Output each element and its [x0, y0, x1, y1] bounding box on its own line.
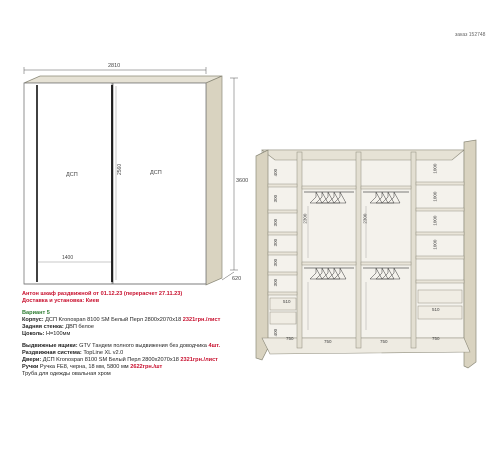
width-label: 2810: [108, 63, 121, 69]
spec-plinth-value: H=100мм: [46, 331, 71, 337]
spec-body-value: ДСП Kronospan 8100 SM Белый Перл 2800х2070х18: [45, 317, 182, 323]
spec-back-value: ДВП белое: [65, 324, 95, 330]
bottom-label: 750: [380, 339, 388, 344]
shelf-label: 300: [273, 194, 279, 203]
section-height-label: 1000: [432, 239, 438, 250]
spec-title: Антон шкаф раздвижной от 01.12.23 (перерасчет 27.11.23): [22, 291, 183, 297]
spec-sliding-value: TopLine XL v2.0: [83, 350, 124, 356]
depth-label: 620: [232, 276, 242, 282]
total-height-label: 3600: [236, 178, 249, 184]
interior-left-side-panel: [256, 150, 268, 360]
section-height-label: 1000: [432, 191, 438, 202]
left-door-material-label: ДСП: [66, 172, 78, 178]
spec-handles-value: Ручка FE8, черна, 18 мм, 5800 мм: [39, 364, 129, 370]
spec-back-label: Задняя стенка:: [22, 324, 64, 330]
section-height-label: 1000: [432, 215, 438, 226]
height-label: 2560: [117, 163, 123, 175]
rack-label: 2300: [362, 213, 368, 224]
spec-plinth-row: [22, 331, 70, 338]
interior-top-panel: [262, 150, 464, 160]
spec-doors-price: 2321грн./лист: [180, 357, 218, 363]
spec-delivery: Доставка и установка: Киев: [22, 298, 100, 304]
spec-handles-price: 2622грн./шт: [130, 364, 163, 370]
spec-rail: Труба для одежды овальная хром: [22, 371, 111, 377]
bottom-label: 750: [432, 336, 440, 341]
spec-doors-value: ДСП Kronospan 8100 SM Белый Перл 2800х2070х18: [42, 357, 179, 363]
partition-1: [297, 152, 302, 348]
rack-label: 2300: [302, 213, 308, 224]
right-door-material-label: ДСП: [150, 170, 162, 176]
spec-doors-label: Двери:: [22, 357, 42, 363]
partition-2: [356, 152, 361, 348]
spec-body-price: 2321грн./лист: [182, 317, 221, 323]
spec-handles-row: [22, 364, 162, 371]
spec-variant: Вариант 5: [22, 310, 50, 316]
bottom-label: 750: [324, 339, 332, 344]
spec-drawers-row: [22, 343, 220, 350]
shelf-label: 300: [273, 278, 279, 287]
shelf-label: 400: [273, 168, 279, 177]
spec-body-label: Корпус:: [22, 317, 44, 323]
bottom-label: 750: [286, 336, 294, 341]
spec-drawers-value: GTV Тандем полного выдвижения без доводчика: [79, 343, 207, 349]
order-reference: заказ 152748: [455, 32, 486, 38]
spec-drawers-count: 4шт.: [208, 343, 221, 349]
spec-doors-row: [22, 357, 218, 364]
interior-right-side-panel: [464, 140, 476, 368]
drawer-label: 510: [432, 307, 440, 312]
spec-plinth-label: Цоколь:: [22, 331, 45, 337]
shelf-label: 300: [273, 258, 279, 267]
partition-3: [411, 152, 416, 348]
shelf-label: 300: [273, 238, 279, 247]
door-width-label: 1400: [62, 255, 74, 261]
spec-sliding-row: [22, 350, 123, 357]
spec-sliding-label: Раздвижная система:: [22, 350, 82, 356]
drawer-label: 510: [283, 299, 291, 304]
spec-body-row: [22, 317, 220, 324]
spec-back-row: [22, 324, 94, 331]
shelf-label: 300: [273, 218, 279, 227]
shelf-label: 400: [273, 328, 279, 337]
spec-handles-label: Ручки: [22, 364, 39, 370]
section-height-label: 1000: [432, 163, 438, 174]
spec-drawers-label: Выдвижные ящики:: [22, 343, 78, 349]
